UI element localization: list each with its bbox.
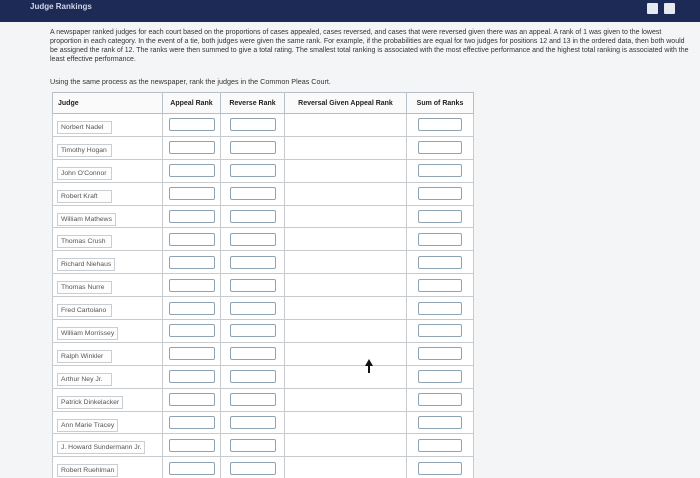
reversal-given-appeal-cell [285,342,407,365]
question-page [0,22,700,478]
title-bar [0,0,700,22]
appeal-rank-cell [163,251,221,274]
appeal-rank-cell [163,228,221,251]
reversal-given-appeal-cell [285,228,407,251]
appeal-rank-cell [163,320,221,343]
sum-of-ranks-input[interactable] [418,416,462,429]
table-row [53,274,474,297]
reversal-given-appeal-cell [285,457,407,478]
sum-of-ranks-input[interactable] [418,141,462,154]
appeal-rank-input[interactable] [169,279,215,292]
reverse-rank-input[interactable] [230,118,276,131]
sum-of-ranks-cell [407,320,474,343]
col-sum-of-ranks-header: Sum of Ranks [407,93,474,114]
sum-of-ranks-cell [407,114,474,137]
appeal-rank-cell [163,388,221,411]
reverse-rank-cell [221,411,285,434]
table-row [53,205,474,228]
sum-of-ranks-input[interactable] [418,187,462,200]
reverse-rank-cell [221,297,285,320]
appeal-rank-input[interactable] [169,439,215,452]
judge-name-cell [53,388,163,411]
reverse-rank-cell [221,205,285,228]
appeal-rank-input[interactable] [169,233,215,246]
reverse-rank-input[interactable] [230,279,276,292]
reverse-rank-input[interactable] [230,164,276,177]
table-row [53,411,474,434]
judge-name-cell [53,182,163,205]
appeal-rank-input[interactable] [169,393,215,406]
appeal-rank-input[interactable] [169,118,215,131]
judge-name: William Morrissey [57,327,118,340]
sum-of-ranks-cell [407,274,474,297]
reverse-rank-cell [221,182,285,205]
judge-name: Norbert Nadel [57,121,112,134]
reverse-rank-cell [221,136,285,159]
reversal-given-appeal-cell [285,251,407,274]
sum-of-ranks-cell [407,342,474,365]
reverse-rank-cell [221,320,285,343]
judge-name: Richard Niehaus [57,258,115,271]
col-appeal-rank-header: Appeal Rank [163,93,221,114]
sum-of-ranks-cell [407,297,474,320]
judge-name: Ralph Winkler [57,350,112,363]
sum-of-ranks-cell [407,159,474,182]
sum-of-ranks-cell [407,251,474,274]
appeal-rank-cell [163,205,221,228]
sum-of-ranks-input[interactable] [418,302,462,315]
mouse-pointer-icon [364,359,374,373]
appeal-rank-cell [163,159,221,182]
judge-name-cell [53,136,163,159]
judge-name-cell [53,274,163,297]
appeal-rank-input[interactable] [169,210,215,223]
sum-of-ranks-input[interactable] [418,164,462,177]
reverse-rank-cell [221,434,285,457]
judge-name-cell [53,365,163,388]
table-row [53,434,474,457]
sum-of-ranks-input[interactable] [418,233,462,246]
reverse-rank-input[interactable] [230,416,276,429]
appeal-rank-cell [163,136,221,159]
appeal-rank-input[interactable] [169,164,215,177]
reversal-given-appeal-cell [285,159,407,182]
appeal-rank-cell [163,342,221,365]
judge-name: Arthur Ney Jr. [57,373,112,386]
col-reverse-rank-header: Reverse Rank [221,93,285,114]
appeal-rank-input[interactable] [169,141,215,154]
reversal-given-appeal-cell [285,434,407,457]
appeal-rank-input[interactable] [169,370,215,383]
table-row [53,365,474,388]
reversal-given-appeal-cell [285,205,407,228]
reverse-rank-input[interactable] [230,210,276,223]
reverse-rank-cell [221,159,285,182]
judge-name: Robert Ruehlman [57,464,118,477]
sum-of-ranks-input[interactable] [418,324,462,337]
reverse-rank-input[interactable] [230,302,276,315]
table-row [53,388,474,411]
judge-name-cell [53,114,163,137]
table-row [53,114,474,137]
appeal-rank-input[interactable] [169,347,215,360]
table-row [53,182,474,205]
sum-of-ranks-cell [407,228,474,251]
table-row [53,457,474,478]
table-row [53,251,474,274]
table-row [53,320,474,343]
table-header-row [53,93,474,114]
appeal-rank-cell [163,182,221,205]
reverse-rank-cell [221,457,285,478]
appeal-rank-cell [163,365,221,388]
reverse-rank-input[interactable] [230,347,276,360]
sum-of-ranks-cell [407,182,474,205]
sum-of-ranks-cell [407,388,474,411]
reversal-given-appeal-cell [285,136,407,159]
reverse-rank-input[interactable] [230,370,276,383]
reverse-rank-input[interactable] [230,393,276,406]
appeal-rank-input[interactable] [169,416,215,429]
reverse-rank-cell [221,228,285,251]
sum-of-ranks-input[interactable] [418,462,462,475]
judge-name: William Mathews [57,213,116,226]
ranking-table [52,92,474,478]
sum-of-ranks-input[interactable] [418,256,462,269]
judge-name: Thomas Crush [57,235,112,248]
sum-of-ranks-cell [407,457,474,478]
judge-name: Fred Cartolano [57,304,112,317]
reverse-rank-cell [221,388,285,411]
reverse-rank-cell [221,365,285,388]
appeal-rank-input[interactable] [169,462,215,475]
reversal-given-appeal-cell [285,182,407,205]
reverse-rank-input[interactable] [230,187,276,200]
sum-of-ranks-input[interactable] [418,210,462,223]
sum-of-ranks-input[interactable] [418,118,462,131]
minimize-icon[interactable] [647,3,658,14]
col-judge-header: Judge [53,93,163,114]
reversal-given-appeal-cell [285,411,407,434]
judge-name: Thomas Nurre [57,281,112,294]
reverse-rank-cell [221,274,285,297]
table-row [53,136,474,159]
sum-of-ranks-input[interactable] [418,370,462,383]
page-title: Judge Rankings [30,2,92,11]
judge-name-cell [53,434,163,457]
sum-of-ranks-cell [407,365,474,388]
judge-name: Timothy Hogan [57,144,112,157]
appeal-rank-cell [163,114,221,137]
reversal-given-appeal-cell [285,365,407,388]
sum-of-ranks-input[interactable] [418,279,462,292]
reverse-rank-input[interactable] [230,462,276,475]
judge-name-cell [53,411,163,434]
judge-name-cell [53,228,163,251]
appeal-rank-input[interactable] [169,187,215,200]
reverse-rank-input[interactable] [230,141,276,154]
sum-of-ranks-input[interactable] [418,347,462,360]
reversal-given-appeal-cell [285,274,407,297]
appeal-rank-input[interactable] [169,324,215,337]
appeal-rank-input[interactable] [169,302,215,315]
reversal-given-appeal-cell [285,297,407,320]
table-row [53,228,474,251]
appeal-rank-cell [163,297,221,320]
appeal-rank-input[interactable] [169,256,215,269]
table-row [53,297,474,320]
judge-name: J. Howard Sundermann Jr. [57,441,145,454]
judge-name-cell [53,342,163,365]
appeal-rank-cell [163,274,221,297]
sum-of-ranks-cell [407,411,474,434]
judge-name: John O'Connor [57,167,112,180]
reversal-given-appeal-cell [285,320,407,343]
reversal-given-appeal-cell [285,114,407,137]
judge-name-cell [53,205,163,228]
col-reversal-given-appeal-header: Reversal Given Appeal Rank [285,93,407,114]
appeal-rank-cell [163,457,221,478]
judge-name-cell [53,320,163,343]
sum-of-ranks-cell [407,205,474,228]
reverse-rank-input[interactable] [230,439,276,452]
table-row [53,342,474,365]
task-instruction: Using the same process as the newspaper, rank the judges in the Common Pleas Court. [50,77,331,86]
judge-name: Robert Kraft [57,190,112,203]
sum-of-ranks-cell [407,136,474,159]
sum-of-ranks-cell [407,434,474,457]
reverse-rank-input[interactable] [230,256,276,269]
reversal-given-appeal-cell [285,388,407,411]
sum-of-ranks-input[interactable] [418,393,462,406]
problem-description: A newspaper ranked judges for each court based on the proportions of cases appealed, cases reversed, and cases that were reversed given there was an appeal. A rank of 1 was given to the lowest proportion in each category. In the event of a tie, both judges were given the same rank. For example, if the probabilities are equal for two judges for positions 12 and 13 in the ordered data, then both would be assigned the rank of 12. The ranks were then summed to give a total rating. The smallest total ranking is associated with the most effective performance and the highest total ranking is associated with the least effective performance. [50,29,689,63]
judge-name-cell [53,251,163,274]
appeal-rank-cell [163,411,221,434]
judge-name: Patrick Dinkelacker [57,396,123,409]
reverse-rank-cell [221,251,285,274]
reverse-rank-cell [221,342,285,365]
appeal-rank-cell [163,434,221,457]
sum-of-ranks-input[interactable] [418,439,462,452]
table-row [53,159,474,182]
judge-name-cell [53,159,163,182]
reverse-rank-input[interactable] [230,324,276,337]
judge-name-cell [53,297,163,320]
judge-name-cell [53,457,163,478]
maximize-icon[interactable] [664,3,675,14]
reverse-rank-input[interactable] [230,233,276,246]
reverse-rank-cell [221,114,285,137]
judge-name: Ann Marie Tracey [57,419,118,432]
